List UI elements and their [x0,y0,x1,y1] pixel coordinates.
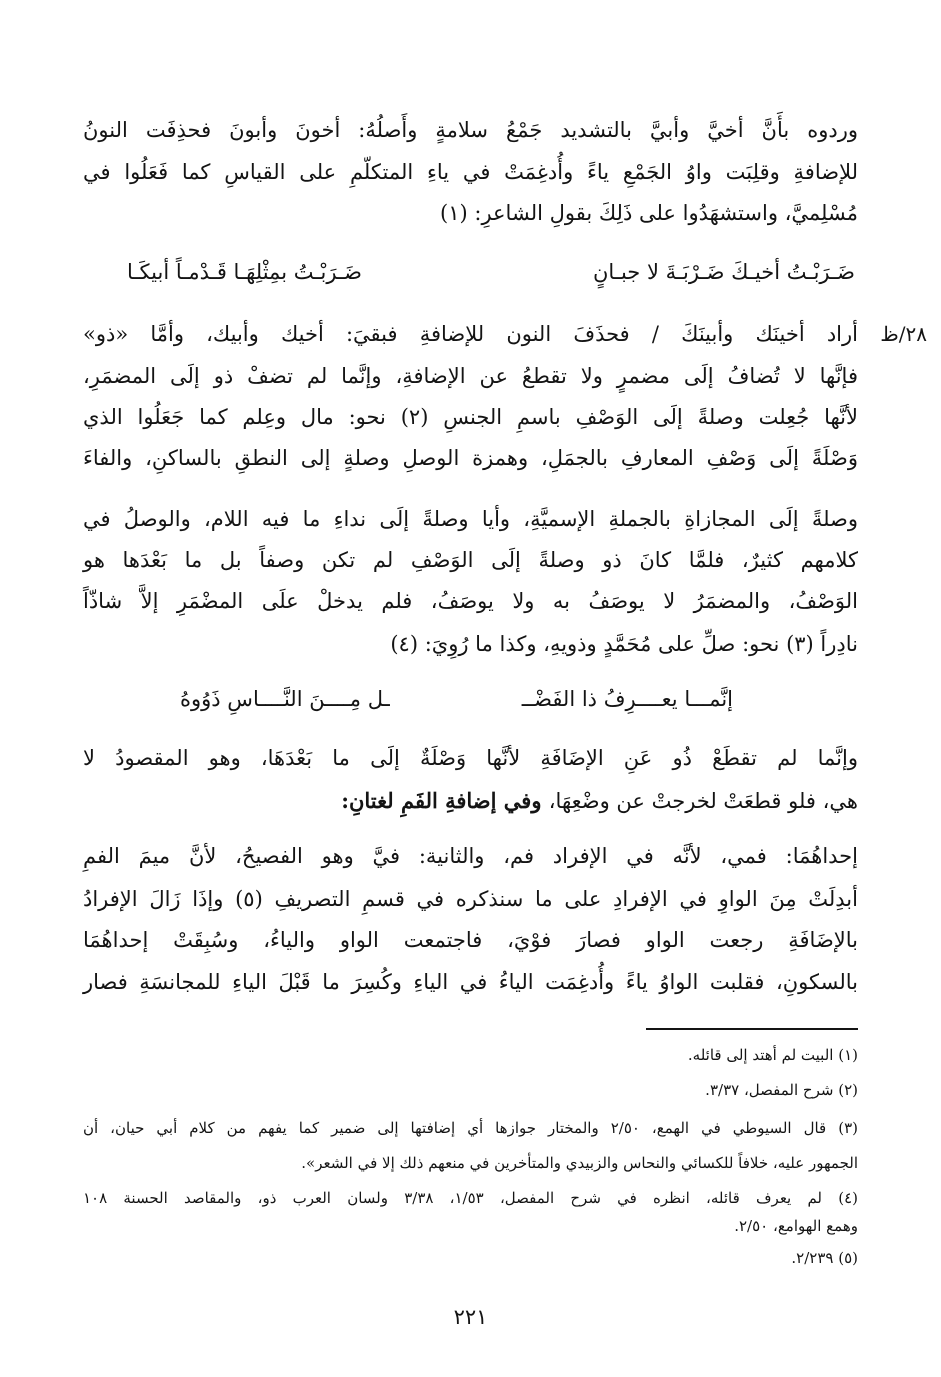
verse-right-hemistich: ضَـرَبْـتُ أخيـكَ ضَـرْبَـةَ لا جبـانٍ [593,260,855,284]
body-line: الوَصْفُ، والمضمَرُ لا يوصَفُ به ولا يوصَفُ، فلم يدخلْ علَى المضْمَرِ إلاَّ شاذّاً [83,589,858,613]
body-line: لأنَّها جُعِلت وصلةً إلَى الوَصْفِ باسمِ الجنسِ (٢) نحو: مال وعِلم كما جَعَلُوا الذي [83,405,858,429]
footnote: (٥) ٢/٢٣٩. [791,1249,858,1267]
footnote: وهمع الهوامع، ٢/٥٠. [734,1217,858,1235]
body-line: وصلةً إلَى المجازاةِ بالجملةِ الإسميَّةِ، وأيا وصلةً إلَى نداءِ ما فيه اللام، والوصلُ في [83,507,858,531]
body-text: هي، فلو قطعَتْ لخرجتْ عن وضْعِهَا، [548,789,858,813]
footnote: الجمهور عليه، خلافاً للكسائي والنحاس والزبيدي والمتأخرين في منعهم ذلك إلا في الشعر». [301,1154,858,1172]
body-line: إحداهُمَا: فمي، لأنَّه في الإفراد فم، والثانية: فيَّ وهو الفصيحُ، لأنَّ ميمَ الفمِ [83,844,858,868]
footnote: (٣) قال السيوطي في الهمع، ٢/٥٠ والمختار جوازها أي إضافتها إلى ضمير كما يفهم من كلام أبي حيان، أن [83,1119,858,1137]
body-line: أراد أخينَك وأبينَكَ / فحذَفَ النون للإضافةِ فبقيَ: أخيك وأبيك، وأمَّا «ذو» [83,322,858,346]
body-line: نادِراً (٣) نحو: صلِّ على مُحَمَّدٍ وذويهِ، وكذا ما رُوِيَ: (٤) [390,632,858,656]
footnote: (٢) شرح المفصل، ٣/٣٧. [705,1081,858,1099]
body-line: مُسْلِميَّ، واستشهَدُوا على ذَلِكَ بقولِ الشاعرِ: (١) [440,201,858,225]
footnote: (٤) لم يعرف قائله، انظره في شرح المفصل، ١/٥٣، ٣/٣٨ ولسان العرب ذو، والمقاصد الحسنة ١٠٨ [83,1189,858,1207]
section-heading: وفي إضافةِ الفَمِ لغتانِ: [341,788,549,813]
verse-left-hemistich: ـل مِــــنَ النَّــــاسِ ذَوُوهُ [180,687,390,711]
page-number: ٢٢١ [453,1305,488,1329]
body-line: أبدِلَتْ مِنَ الواوِ في الإفرادِ على ما سنذكره في قسمِ التصريفِ (٥) وإذَا زَالَ الإفرادُ [83,887,858,911]
body-line: بالسكونِ، فقلبت الواوُ ياءً وأُدغِمَت الياءُ في الياءِ وكُسِرَ ما قَبْلَ الياءِ للمجانسَةِ فصار [83,970,858,994]
manuscript-folio-note: ٢٨/ظ [880,322,927,346]
body-line [83,785,858,817]
body-line: وإنَّما لم تقطَعْ ذُو عَنِ الإضَافَةِ لأنَّها وَصْلَةٌ إلَى ما بَعْدَهَا، وهو المقصودُ لا [83,746,858,770]
body-line: وردوه بأَنَّ أخيَّ وأبيَّ بالتشديد جَمْعُ سلامةٍ وأَصلُهُ: أخونَ وأبونَ فحذِفَت النونُ [83,118,858,142]
body-line: وَصْلَةً إلَى وَصْفِ المعارفِ بالجمَلِ، وهمزة الوصلِ وصلةٍ إلى النطقِ بالساكنِ، والفاءَ [83,446,858,470]
verse-right-hemistich: إنَّمـــا يعــــرِفُ ذا الفَضْــ [521,687,733,711]
body-line: للإضافةِ وقلِبَت واوُ الجَمْعِ ياءً وأُدغِمَتْ في ياءِ المتكلّمِ على القياسِ كما فَعَلُوا في [83,160,858,184]
body-line: بالإضَافَةِ رجعت الواو فصارَ فوْيَ، فاجتمعت الواو والياءُ، وسُبِقَتْ إحداهُمَا [83,928,858,952]
footnote-separator [646,1028,858,1030]
body-line: كلامهم كثيرٌ، فلمَّا كانَ ذو وصلةً إلَى الوَصْفِ لم تكن وصفاً بل ما بَعْدَها هو [83,548,858,572]
body-line: فإنَّها لا تُضافُ إلَى مضمرٍ ولا تقطعُ عن الإضافةِ، وإنَّما لم تضفْ ذو إلَى المضمَرِ، [83,364,858,388]
verse-left-hemistich: ضَـرَبْـتُ بمِثْلِهَـا قَـدْمـاً أبيكَـا [127,260,362,284]
footnote: (١) البيت لم أهتد إلى قائله. [687,1046,858,1064]
